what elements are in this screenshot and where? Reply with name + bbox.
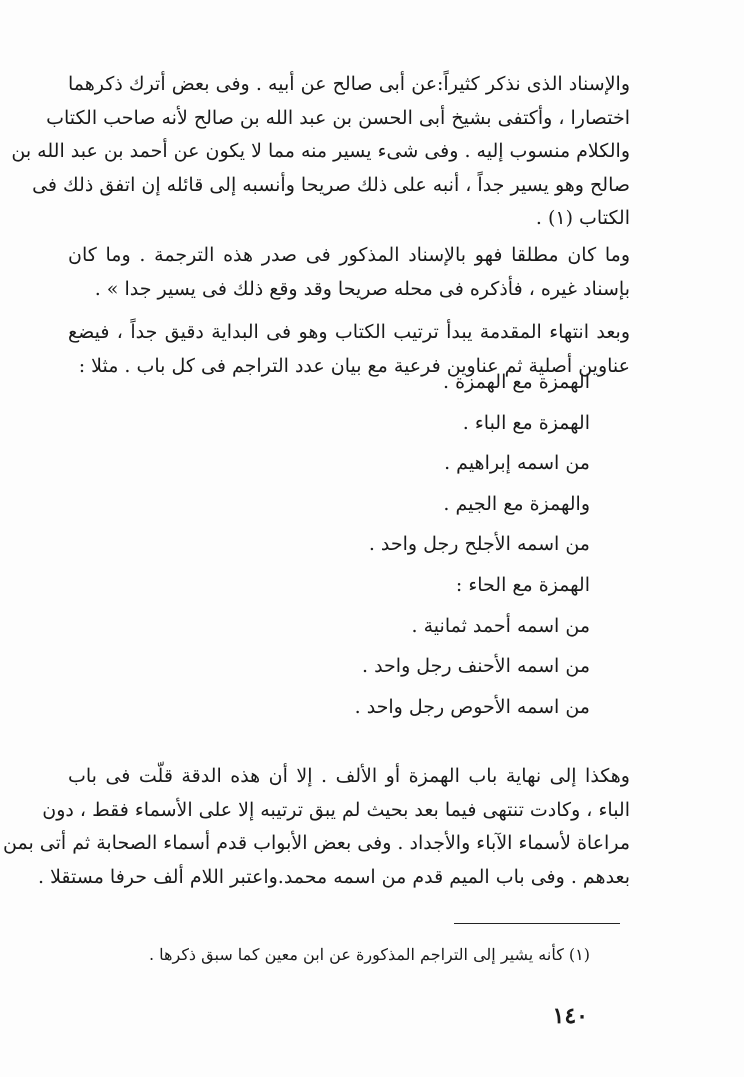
list-item: من اسمه الأحوص رجل واحد . [354,695,590,718]
text-line: وما كان مطلقا فهو بالإسناد المذكور فى صدر هذه الترجمة . وما كان [68,244,630,266]
list-item: الهمزة مع الباء . [462,411,590,434]
list-item: من اسمه الأحنف رجل واحد . [362,655,590,678]
text-line: والكلام منسوب إليه . وفى شىء يسير منه مما لا يكون عن أحمد بن عبد الله بن [11,140,630,163]
paragraph-isnad [11,68,630,236]
text-line: صالح وهو يسير جداً ، أنبه على ذلك صريحا وأنسبه إلى قائله إن اتفق ذلك فى [32,173,630,196]
footnote: (١) كأنه يشير إلى التراجم المذكورة عن ابن معين كما سبق ذكرها . [149,945,590,964]
text-line: مراعاة لأسماء الآباء والأجداد . وفى بعض الأبواب قدم أسماء الصحابة ثم أتى بمن [3,832,630,855]
text-line: الباء ، وكادت تنتهى فيما بعد بحيث لم يبق ترتيبه إلا على الأسماء فقط ، دون [42,798,630,821]
footnote-divider [454,923,620,924]
list-item: الهمزة مع الحاء : [455,573,590,596]
chapter-headings-list [200,362,590,727]
text-line: الكتاب (١) . [535,207,630,230]
list-item: والهمزة مع الجيم . [443,492,590,515]
text-line: وبعد انتهاء المقدمة يبدأ ترتيب الكتاب وهو فى البداية دقيق جداً ، فيضع [68,321,630,343]
list-item: من اسمه إبراهيم . [444,452,590,475]
paragraph-mutlaq [68,239,630,306]
list-item: من اسمه أحمد ثمانية . [411,614,590,637]
list-item: من اسمه الأجلح رجل واحد . [368,533,590,556]
text-line: اختصارا ، وأكتفى بشيخ أبى الحسن بن عبد الله بن صالح لأنه صاحب الكتاب [46,106,630,129]
paragraph-hakadha [3,760,630,894]
page-number: ١٤٠ [552,1003,588,1029]
text-line: والإسناد الذى نذكر كثيراً:عن أبى صالح عن أبيه . وفى بعض أترك ذكرهما [68,73,630,95]
list-item: الهمزة مع الهمزة . [443,371,590,393]
text-line: بإسناد غيره ، فأذكره فى محله صريحا وقد وقع ذلك فى يسير جدا » . [94,277,630,300]
text-line: وهكذا إلى نهاية باب الهمزة أو الألف . إلا أن هذه الدقة قلّت فى باب [68,765,630,787]
text-line: بعدهم . وفى باب الميم قدم من اسمه محمد.واعتبر اللام ألف حرفا مستقلا . [38,865,630,888]
text-line: عناوين أصلية ثم عناوين فرعية مع بيان عدد التراجم فى كل باب . مثلا : [78,354,630,377]
